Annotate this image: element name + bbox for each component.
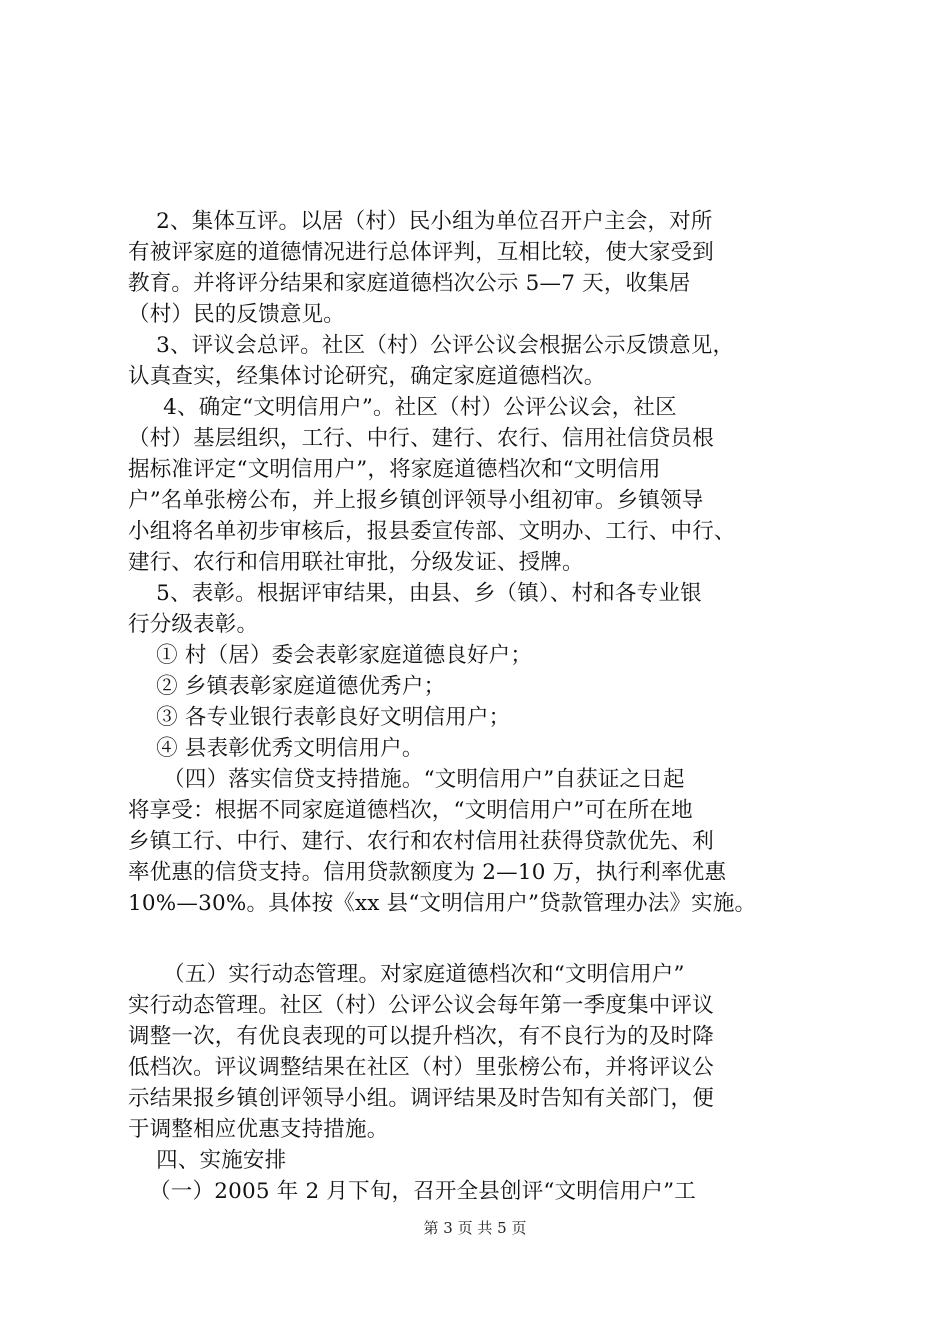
text-line: （村）民的反馈意见。 — [128, 302, 346, 327]
text-line: 于调整相应优惠支持措施。 — [128, 1117, 389, 1142]
text-line: 小组将名单初步审核后，报县委宣传部、文明办、工行、中行、 — [128, 519, 736, 544]
text-line: （一）2005 年 2 月下旬，召开全县创评“文明信用户”工 — [128, 1179, 696, 1204]
list-item: ① 村（居）委会表彰家庭道德良好户； — [128, 643, 533, 668]
paragraph-gap — [128, 919, 828, 959]
text-line: 率优惠的信贷支持。信用贷款额度为 2—10 万，执行利率优惠 — [128, 860, 727, 885]
text-line: 乡镇工行、中行、建行、农行和农村信用社获得贷款优先、利 — [128, 829, 714, 854]
text-line: 教育。并将评分结果和家庭道德档次公示 5—7 天，收集居 — [128, 271, 691, 296]
text-line: 认真查实，经集体讨论研究，确定家庭道德档次。 — [128, 364, 606, 389]
text-line: 实行动态管理。社区（村）公评公议会每年第一季度集中评议 — [128, 993, 714, 1018]
text-line: 10%—30%。具体按《xx 县“文明信用户”贷款管理办法》实施。 — [128, 891, 757, 916]
text-line: 据标准评定“文明信用户”，将家庭道德档次和“文明信用 — [128, 457, 661, 482]
text-line: 示结果报乡镇创评领导小组。调评结果及时告知有关部门，便 — [128, 1086, 714, 1111]
text-line: 行分级表彰。 — [128, 612, 259, 637]
page-number: 第 3 页 共 5 页 — [423, 1219, 527, 1237]
text-line: 调整一次，有优良表现的可以提升档次，有不良行为的及时降 — [128, 1024, 714, 1049]
text-line: （四）落实信贷支持措施。“文明信用户”自获证之日起 — [128, 767, 685, 792]
text-line: 3、评议会总评。社区（村）公评公议会根据公示反馈意见， — [128, 333, 735, 358]
list-item: ④ 县表彰优秀文明信用户。 — [128, 736, 424, 761]
text-line: 低档次。评议调整结果在社区（村）里张榜公布，并将评议公 — [128, 1055, 714, 1080]
text-line: 5、表彰。根据评审结果，由县、乡（镇）、村和各专业银 — [128, 581, 702, 606]
document-body — [128, 206, 828, 1207]
text-line: 4、确定“文明信用户”。社区（村）公评公议会，社区 — [128, 395, 677, 420]
section-heading: 四、实施安排 — [128, 1148, 287, 1173]
list-item: ② 乡镇表彰家庭道德优秀户； — [128, 674, 446, 699]
text-line: 将享受：根据不同家庭道德档次，“文明信用户”可在所在地 — [128, 798, 693, 823]
text-line: （五）实行动态管理。对家庭道德档次和“文明信用户” — [128, 962, 685, 987]
text-line: （村）基层组织，工行、中行、建行、农行、信用社信贷员根 — [128, 426, 714, 451]
text-line: 2、集体互评。以居（村）民小组为单位召开户主会，对所 — [128, 209, 713, 234]
text-line: 有被评家庭的道德情况进行总体评判，互相比较，使大家受到 — [128, 240, 714, 265]
text-line: 建行、农行和信用联社审批，分级发证、授牌。 — [128, 550, 584, 575]
text-line: 户”名单张榜公布，并上报乡镇创评领导小组初审。乡镇领导 — [128, 488, 704, 513]
page-footer — [0, 1218, 950, 1238]
list-item: ③ 各专业银行表彰良好文明信用户； — [128, 705, 511, 730]
